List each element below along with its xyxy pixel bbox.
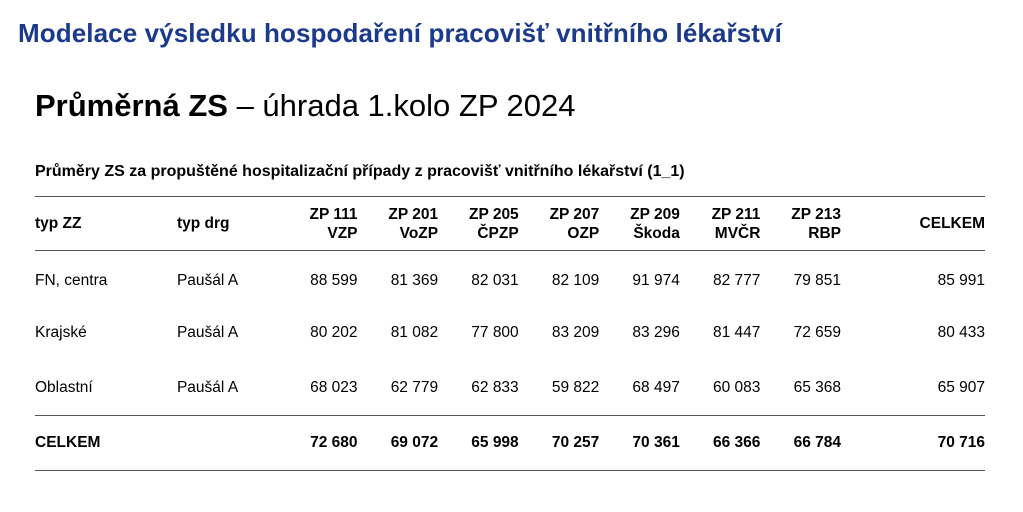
cell-total-value: 70 361 xyxy=(632,434,680,451)
cell-value: 88 599 xyxy=(310,272,358,290)
column-header-typ-drg: typ drg xyxy=(176,215,230,232)
slide-title xyxy=(35,88,576,124)
cell-value: 83 209 xyxy=(551,324,600,341)
cell-value: 62 833 xyxy=(471,378,519,396)
cell-value: 77 800 xyxy=(471,324,519,341)
column-header-name: VoZP xyxy=(399,224,439,242)
cell-value: 82 031 xyxy=(471,272,519,290)
column-header-code: ZP 205 xyxy=(468,205,519,223)
column-header-code: ZP 207 xyxy=(549,205,600,223)
column-header-name: OZP xyxy=(567,224,600,242)
column-header-name: VZP xyxy=(327,224,358,242)
column-header-name: ČPZP xyxy=(477,224,519,242)
cell-total-value: 72 680 xyxy=(310,434,358,451)
column-header-zp-201 xyxy=(358,197,439,251)
cell-typ-drg: Paušál A xyxy=(176,324,239,341)
cell-value: 62 779 xyxy=(390,378,439,396)
column-header-zp-211 xyxy=(680,197,761,251)
cell-value: 80 202 xyxy=(310,324,358,341)
column-header-zp-207 xyxy=(519,197,600,251)
cell-value: 60 083 xyxy=(713,378,761,396)
table-caption: Průměry ZS za propuštěné hospitalizační případy z pracovišť vnitřního lékařství (1_1) xyxy=(35,163,685,180)
cell-total-value: 70 257 xyxy=(551,434,600,451)
table-total-row xyxy=(35,416,985,471)
cell-value: 82 777 xyxy=(713,272,761,290)
table-row xyxy=(35,251,985,306)
cell-typ-zz: Krajské xyxy=(35,324,87,341)
cell-total-value: 65 998 xyxy=(471,434,519,451)
slide-title-rest: – úhrada 1.kolo ZP 2024 xyxy=(227,88,576,123)
cell-row-total: 85 991 xyxy=(937,272,985,290)
cell-grand-total: 70 716 xyxy=(937,434,985,451)
column-header-name: RBP xyxy=(808,224,841,242)
table-row xyxy=(35,361,985,416)
column-header-typ-zz: typ ZZ xyxy=(35,215,82,232)
cell-value: 91 974 xyxy=(632,272,680,290)
column-header-code: ZP 111 xyxy=(309,205,358,223)
cell-value: 68 497 xyxy=(632,378,680,396)
column-header-code: ZP 209 xyxy=(630,205,680,223)
table-header-row xyxy=(35,197,985,251)
column-header-zp-205 xyxy=(438,197,519,251)
cell-total-value: 66 366 xyxy=(713,434,761,451)
cell-typ-drg: Paušál A xyxy=(176,378,239,396)
cell-value: 79 851 xyxy=(793,272,841,290)
data-table xyxy=(35,196,985,471)
cell-value: 81 447 xyxy=(713,324,761,341)
column-header-zp-111 xyxy=(277,197,358,251)
cell-value: 82 109 xyxy=(551,272,600,290)
cell-row-total: 80 433 xyxy=(937,324,985,341)
cell-typ-zz: Oblastní xyxy=(35,378,93,396)
slide-title-bold: Průměrná ZS xyxy=(35,88,228,123)
column-header-zp-209 xyxy=(599,197,680,251)
cell-value: 83 296 xyxy=(632,324,680,341)
cell-value: 72 659 xyxy=(793,324,841,341)
column-header-zp-213 xyxy=(760,197,841,251)
cell-value: 81 369 xyxy=(390,272,439,290)
cell-row-total: 65 907 xyxy=(937,378,985,396)
column-header-total: CELKEM xyxy=(919,215,985,232)
column-header-code: ZP 213 xyxy=(791,205,841,223)
cell-total-value: 69 072 xyxy=(390,434,439,451)
cell-typ-zz: FN, centra xyxy=(35,272,108,290)
column-header-name: MVČR xyxy=(714,224,761,242)
cell-empty xyxy=(177,416,277,471)
column-header-code: ZP 201 xyxy=(388,205,439,223)
column-header-code: ZP 211 xyxy=(711,205,761,223)
total-row-label: CELKEM xyxy=(35,434,101,451)
cell-value: 68 023 xyxy=(310,378,358,396)
cell-typ-drg: Paušál A xyxy=(176,272,239,290)
cell-value: 59 822 xyxy=(551,378,600,396)
table-row xyxy=(35,306,985,361)
cell-value: 65 368 xyxy=(793,378,841,396)
cell-total-value: 66 784 xyxy=(793,434,841,451)
column-header-name: Škoda xyxy=(633,224,680,242)
cell-value: 81 082 xyxy=(390,324,439,341)
header-title: Modelace výsledku hospodaření pracovišť vnitřního lékařství xyxy=(18,18,782,48)
